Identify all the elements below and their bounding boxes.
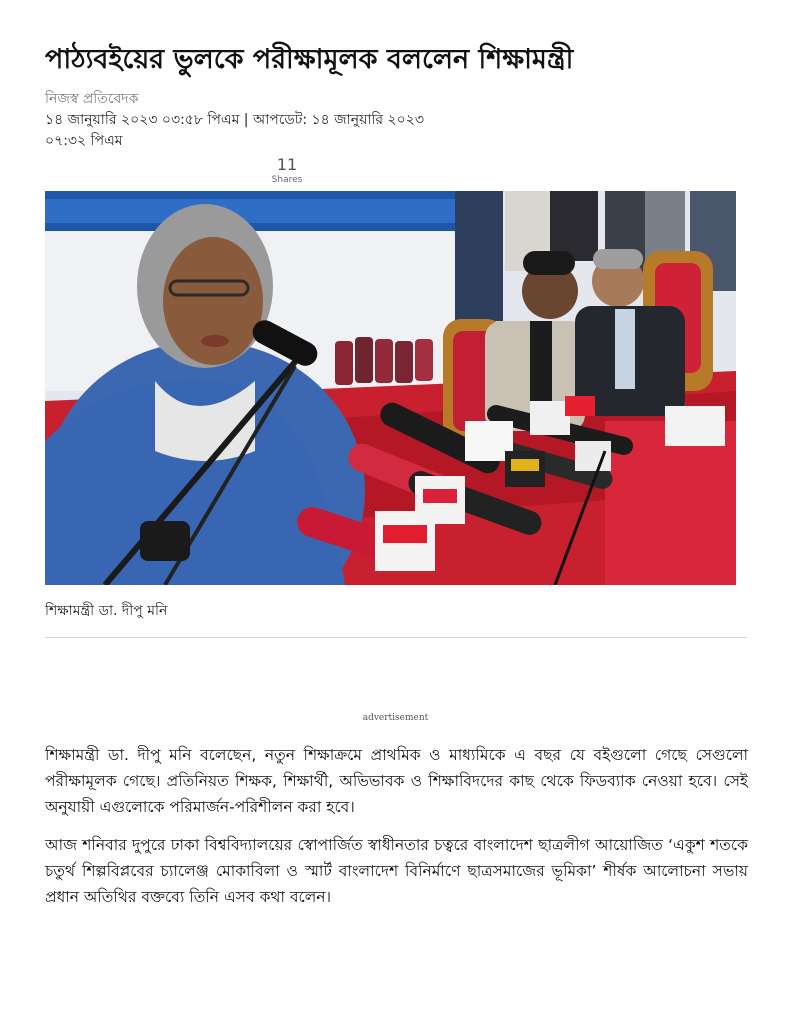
- author-link[interactable]: নিজস্ব প্রতিবেদক: [45, 91, 139, 107]
- section-divider: [45, 637, 747, 638]
- photo-caption: শিক্ষামন্ত্রী ডা. দীপু মনি: [45, 603, 168, 619]
- share-label: Shares: [271, 175, 303, 185]
- publish-dateline: ১৪ জানুয়ারি ২০২৩ ০৩:৫৮ পিএম | আপডেট: ১৪ জানুয়ারি ২০২৩ ০৭:৩২ পিএম: [45, 112, 424, 149]
- share-counter[interactable]: [259, 156, 315, 186]
- advertisement-label: advertisement: [362, 713, 429, 723]
- share-count: 11: [276, 155, 298, 174]
- article-photo: [45, 191, 736, 585]
- article-paragraph: শিক্ষামন্ত্রী ডা. দীপু মনি বলেছেন, নতুন শিক্ষাক্রমে প্রাথমিক ও মাধ্যমিকে এ বছর যে বইগুলো গেছে সেগুলো পরীক্ষামূলক গেছে। প্রতিনিয়ত শিক্ষক, শিক্ষার্থী, অভিভাবক ও শিক্ষাবিদদের কাছ থেকে ফিডব্যাক নেওয়া হবে। সেই অনুযায়ী এগুলোকে পরিমার্জন-পরিশীলন করা হবে।: [45, 746, 748, 816]
- article-headline: পাঠ্যবইয়ের ভুলকে পরীক্ষামূলক বললেন শিক্ষামন্ত্রী: [45, 44, 574, 75]
- article-paragraph: আজ শনিবার দুপুরে ঢাকা বিশ্ববিদ্যালয়ের স্বোপার্জিত স্বাধীনতার চত্বরে বাংলাদেশ ছাত্রলীগ আয়োজিত ‘একুশ শতকে চতুর্থ শিল্পবিপ্লবের চ্যালেঞ্জ মোকাবিলা ও স্মার্ট বাংলাদেশ বিনির্মাণে ছাত্রসমাজের ভূমিকা’ শীর্ষক আলোচনা সভায় প্রধান অতিথির বক্তব্যে তিনি এসব কথা বলেন।: [45, 836, 748, 906]
